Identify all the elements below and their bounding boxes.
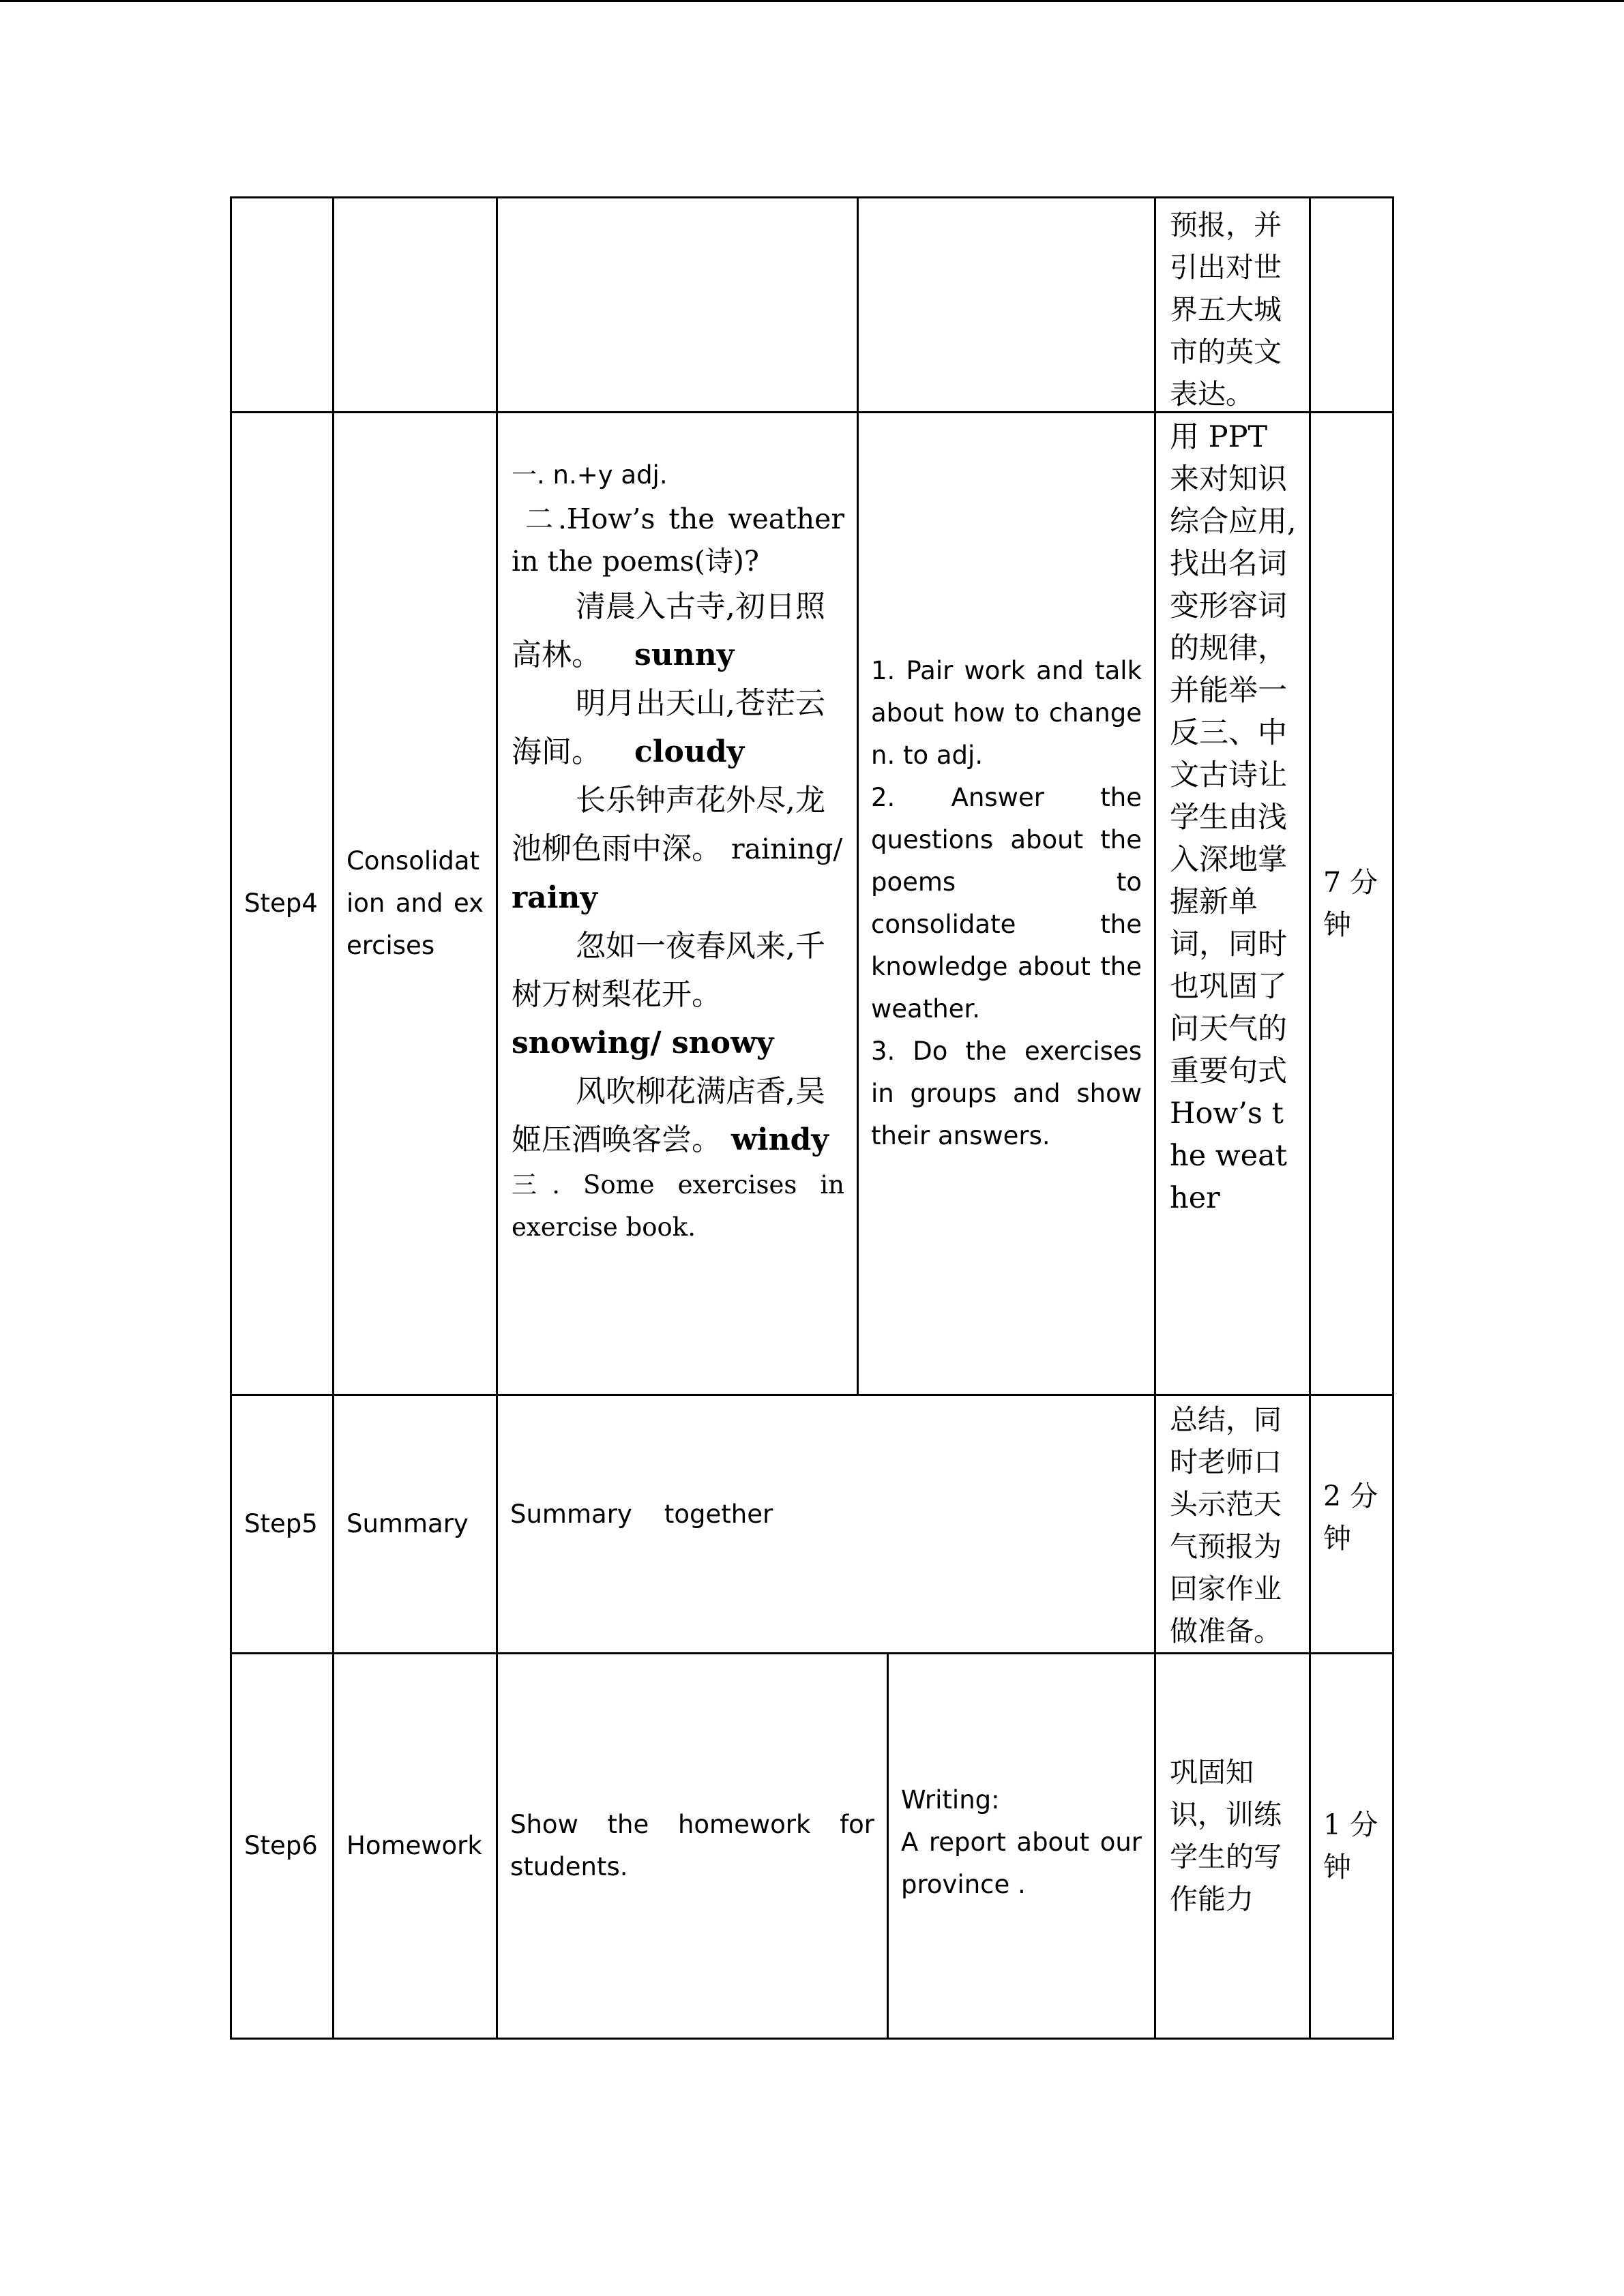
step5-label: Step5 [244,1509,318,1538]
row0-stage-cell [332,196,498,413]
poem-2-answer: cloudy [634,734,745,769]
step5-time-cell [1309,1394,1394,1654]
step4-purpose-text: 用 PPT 来对知识综合应用,找出名词变形容词的规律，并能举一反三、中文古诗让学生由浅入深地掌握新单词，同时也巩固了问天气的重要句式How’s the weather [1170,420,1297,1215]
step4-stage-cell [332,411,498,1396]
step6-teacher-text: Show the homework for students. [510,1810,874,1881]
step4-student-item-1: 1. Pair work and talk about how to change n. to adj. [871,656,1142,770]
step5-purpose-text: 总结，同时老师口头示范天气预报为回家作业做准备。 [1170,1403,1282,1648]
step6-time: 1 分钟 [1323,1808,1378,1883]
row0-student-cell [857,196,1156,413]
poem-4 [512,922,844,1067]
row0-purpose-text: 预报，并引出对世界五大城市的英文表达。 [1170,209,1282,411]
step6-stage-cell [332,1652,498,2040]
row0-teacher-cell [496,196,859,413]
step4-purpose-cell [1154,411,1311,1396]
step4-teacher-cell [496,411,859,1396]
poem-list [512,582,844,1164]
step6-time-cell [1309,1652,1394,2040]
poem-5-text: 风吹柳花满店香,吴姬压酒唤客尝。 [512,1074,825,1157]
step4-time-cell [1309,411,1394,1396]
step6-step-cell [230,1652,334,2040]
poem-3-answer-prefix: raining/ [731,833,843,865]
step6-label: Step6 [244,1831,318,1860]
poem-1 [512,582,844,679]
step5-activity-cell [496,1394,1156,1654]
step6-purpose-text: 巩固知识，训练学生的写作能力 [1170,1756,1282,1915]
page-top-border [0,0,1624,2]
row0-purpose-cell [1154,196,1311,413]
step5-step-cell [230,1394,334,1654]
step5-activity-text: Summary together [510,1500,773,1529]
step4-time: 7 分钟 [1323,866,1378,941]
step4-student-item-2: 2. Answer the questions about the poems to consolidate the knowledge about the weather. [871,783,1142,1024]
step4-teacher-line1: 一. n.+y adj. [512,460,668,490]
step4-student-item-3: 3. Do the exercises in groups and show their answers. [871,1037,1142,1150]
step4-stage-text: Consolidation and exercises [346,846,484,960]
step6-student-text: A report about our province . [901,1828,1142,1899]
poem-3 [512,776,844,922]
step4-teacher-line2: 二.How’s the weather in the poems(诗)? [512,503,844,578]
poem-1-text: 清晨入古寺,初日照高林。 [512,589,825,672]
poem-3-answer: rainy [512,880,597,915]
poem-5 [512,1067,844,1164]
poem-1-answer: sunny [634,638,735,672]
step5-time: 2 分钟 [1323,1480,1378,1555]
step6-student-cell [887,1652,1156,2040]
step4-student-cell [857,411,1156,1396]
step5-stage-cell [332,1394,498,1654]
step4-teacher-line3: 三. Some exercises in exercise book. [512,1170,844,1242]
poem-2-text: 明月出天山,苍茫云海间。 [512,686,825,769]
step6-purpose-cell [1154,1652,1311,2040]
step6-stage-text: Homework [346,1831,482,1860]
poem-5-answer: windy [731,1122,829,1157]
poem-2 [512,679,844,776]
step5-stage-text: Summary [346,1509,469,1538]
poem-4-text: 忽如一夜春风来,千树万树梨花开。 [512,929,825,1012]
step4-label: Step4 [244,889,318,918]
step5-purpose-cell [1154,1394,1311,1654]
poem-4-answer: snowing/ snowy [512,1026,774,1060]
step4-step-cell [230,411,334,1396]
step6-student-title: Writing: [901,1785,1000,1815]
row0-time-cell [1309,196,1394,413]
step6-teacher-cell [496,1652,889,2040]
row0-step-cell [230,196,334,413]
poem-3-text: 长乐钟声花外尽,龙池柳色雨中深。 [512,783,825,866]
